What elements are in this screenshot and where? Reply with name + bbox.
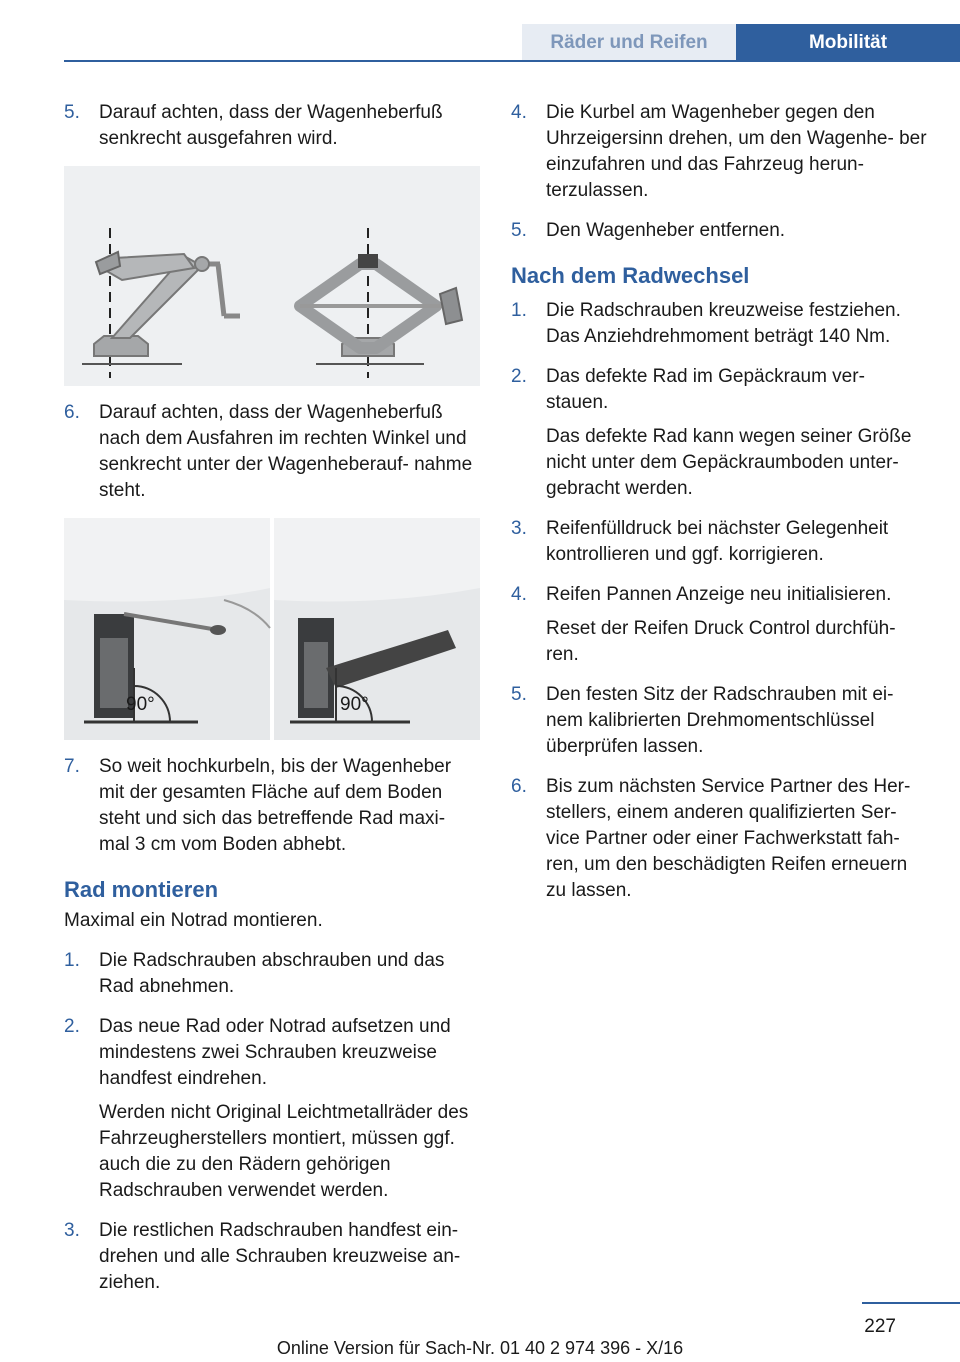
step-number: 4. — [511, 584, 527, 605]
step-number: 6. — [511, 776, 527, 797]
step-text: Die restlichen Radschrauben handfest ein‐ drehen und alle Schrauben kreuzweise an‐ ziehen. — [99, 1220, 461, 1293]
step-text: Die Kurbel am Wagenheber gegen den Uhrzeigersinn drehen, um den Wagenhe‐ ber einzufahren und das Fahrzeug herun‐ terzulassen. — [546, 102, 927, 201]
list-item — [511, 516, 931, 568]
step-text: Das defekte Rad im Gepäckraum ver‐ stauen. — [546, 366, 865, 413]
list-item — [511, 682, 931, 760]
list-item — [511, 100, 931, 204]
step-text: Die Radschrauben abschrauben und das Rad abnehmen. — [99, 950, 445, 997]
section-intro: Maximal ein Notrad montieren. — [64, 910, 323, 931]
step-text: Reifenfülldruck bei nächster Gelegenheit kontrollieren und ggf. korrigieren. — [546, 518, 889, 565]
step-number: 5. — [64, 102, 80, 123]
step-number: 7. — [64, 756, 80, 777]
list-item — [511, 774, 931, 904]
jack-position-figure — [64, 166, 480, 386]
step-number: 1. — [511, 300, 527, 321]
step-text: Bis zum nächsten Service Partner des Her‐ stellers, einem anderen qualifizierten Ser‐ vice Partner oder einer Fachwerkstatt fah‐ ren, um den beschädigten Reifen erneuern zu lassen. — [546, 776, 911, 901]
list-item — [64, 100, 480, 152]
section-tab-wheels-tires[interactable]: Räder und Reifen — [522, 24, 736, 60]
step-text: Das neue Rad oder Notrad aufsetzen und mindestens zwei Schrauben kreuzweise handfest eindrehen. — [99, 1016, 451, 1089]
section-heading-mount-wheel: Rad montieren — [64, 877, 219, 902]
step-number: 3. — [511, 518, 527, 539]
list-item — [511, 218, 931, 244]
step-text: Den Wagenheber entfernen. — [546, 220, 786, 241]
list-item — [64, 1014, 480, 1204]
step-number: 3. — [64, 1220, 80, 1241]
footer-version-text: Online Version für Sach-Nr. 01 40 2 974 396 - X/16 — [276, 1338, 684, 1358]
step-text: Reifen Pannen Anzeige neu initialisieren. — [546, 584, 892, 605]
angle-label-left: 90° — [126, 694, 155, 715]
step-note: Reset der Reifen Druck Control durchfüh‐ ren. — [546, 618, 896, 665]
right-column — [511, 100, 931, 918]
list-item — [64, 754, 480, 858]
step-number: 6. — [64, 402, 80, 423]
jack-angle-figure — [64, 518, 480, 740]
step-number: 5. — [511, 220, 527, 241]
step-number: 2. — [511, 366, 527, 387]
list-item — [511, 298, 931, 350]
step-text: So weit hochkurbeln, bis der Wagenheber mit der gesamten Fläche auf dem Boden steht und sich das betreffende Rad maxi‐ mal 3 cm vom Boden abhebt. — [99, 756, 452, 855]
footer-rule — [862, 1302, 960, 1304]
step-text: Den festen Sitz der Radschrauben mit ei‐ nem kalibrierten Drehmomentschlüssel überprüfen lassen. — [546, 684, 894, 757]
section-tab-mobility[interactable]: Mobilität — [736, 24, 960, 62]
section-heading-after-wheel-change: Nach dem Radwechsel — [511, 263, 750, 288]
step-number: 1. — [64, 950, 80, 971]
list-item — [511, 364, 931, 502]
header-rule — [64, 60, 960, 62]
list-item — [64, 1218, 480, 1296]
step-text: Darauf achten, dass der Wagenheberfuß nach dem Ausfahren im rechten Winkel und senkrecht unter der Wagenheberauf‐ nahme steht. — [99, 402, 473, 501]
step-text: Darauf achten, dass der Wagenheberfuß senkrecht ausgefahren wird. — [99, 102, 443, 149]
step-number: 4. — [511, 102, 527, 123]
jack-illustration — [64, 166, 480, 386]
step-number: 5. — [511, 684, 527, 705]
list-item — [511, 582, 931, 668]
list-item — [64, 400, 480, 504]
step-text: Die Radschrauben kreuzweise festziehen. Das Anziehdrehmoment beträgt 140 Nm. — [546, 300, 901, 347]
step-number: 2. — [64, 1016, 80, 1037]
step-note: Das defekte Rad kann wegen seiner Größe nicht unter dem Gepäckraumboden unter‐ gebracht werden. — [546, 426, 912, 499]
left-column — [64, 100, 480, 1310]
angle-label-right: 90° — [340, 694, 369, 715]
step-note: Werden nicht Original Leichtmetallräder des Fahrzeugherstellers montiert, müssen ggf. auch die zu den Rädern gehörigen Radschrauben verwendet werden. — [99, 1102, 469, 1201]
list-item — [64, 948, 480, 1000]
page-header — [0, 0, 960, 62]
page-number: 227 — [864, 1316, 896, 1337]
